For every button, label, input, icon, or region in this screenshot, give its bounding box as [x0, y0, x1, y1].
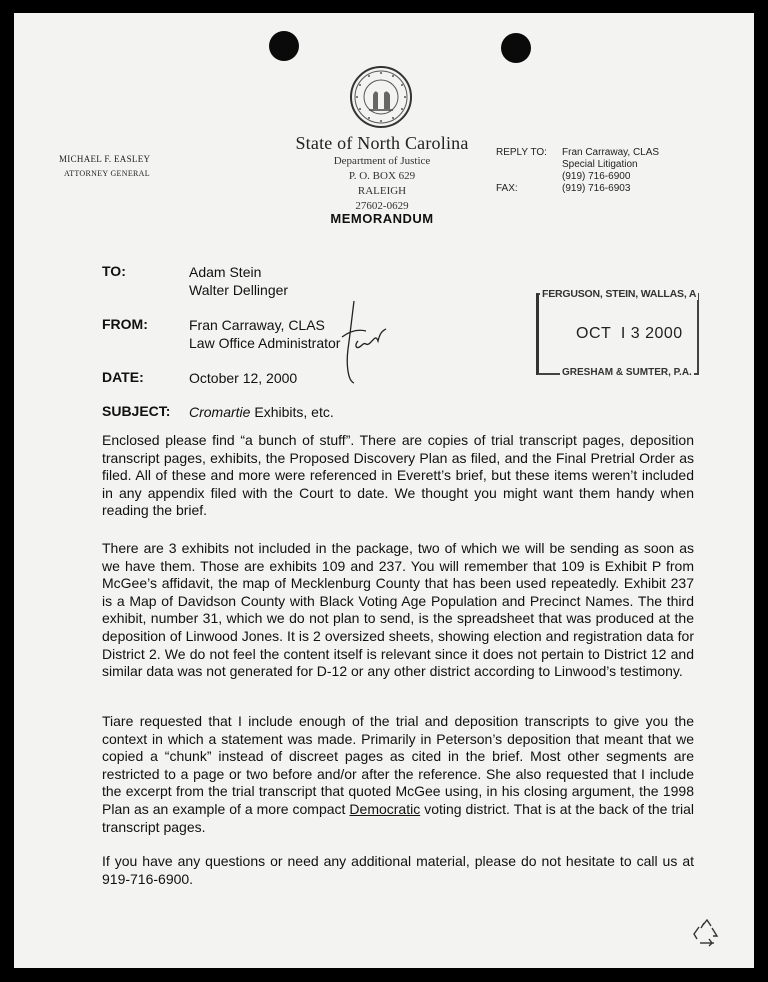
memo-title: MEMORANDUM [330, 211, 434, 226]
reply-dept: Special Litigation [562, 159, 638, 170]
body-paragraph-4: If you have any questions or need any additional material, please do not hesitate to call us at 919-716-6900. [102, 853, 694, 887]
to-label: TO: [102, 263, 126, 279]
department: Department of Justice [333, 155, 431, 167]
from-name: Fran Carraway, CLAS [189, 317, 325, 333]
signature-initials-icon [332, 297, 388, 387]
city: RALEIGH [357, 185, 407, 197]
to-recipient-1: Adam Stein [189, 264, 262, 280]
body-paragraph-3-underline: Democratic [349, 800, 421, 817]
date-label: DATE: [102, 369, 144, 385]
state-seal-icon [349, 65, 413, 129]
reply-phone: (919) 716-6900 [562, 171, 631, 182]
body-paragraph-3-part-b: voting district. That is at the back of the trial transcript pages. [102, 800, 695, 835]
body-paragraph-3 [102, 713, 694, 836]
subject-case-name: Cromartie [189, 404, 251, 420]
reply-name: Fran Carraway, CLAS [562, 147, 660, 158]
stamp-date: OCT I 3 2000 [576, 325, 683, 342]
body-paragraph-3-part-a: Tiare requested that I include enough of the trial and deposition transcripts to give you the context in which a statement was made. Primarily in Peterson’s deposition that meant that we copied a “chunk” instead of discreet pages as cited in the brief. Most other segments are restricted to a page or two before and/or after the reference. She also requested that I include the excerpt from the trial transcript that quoted McGee using, in his closing argument, the 1998 Plan as an example of a more compact [102, 713, 694, 817]
fax-label: FAX: [496, 183, 518, 194]
stamp-firm-top: FERGUSON, STEIN, WALLAS, A [542, 288, 697, 300]
memo-page [14, 13, 754, 968]
recycle-icon [692, 919, 722, 947]
received-stamp [534, 280, 702, 390]
body-paragraph-2: There are 3 exhibits not included in the package, two of which we will be sending as soon as we have them. Those are exhibits 109 and 237. You will remember that 109 is Exhibit P from McGee’s affidavit, the map of Mecklenburg County that has been used repeatedly. Exhibit 237 is a Map of Davidson County with Black Voting Age Population and Precinct Names. The third exhibit, number 31, which we do not plan to send, is the spreadsheet that was produced at the deposition of Linwood Jones. It is 2 oversized sheets, showing election and registration data for District 2. We do not feel the content itself is relevant since it does not pertain to District 12 and similar data was not generated for D-12 or any other district according to Linwood’s testimony. [102, 540, 694, 680]
subject-value [189, 403, 334, 421]
reply-block [562, 147, 659, 195]
state-title: State of North Carolina [295, 133, 469, 153]
to-recipient-2: Walter Dellinger [189, 282, 289, 298]
from-title: Law Office Administrator [189, 335, 341, 351]
attorney-name: MICHAEL F. EASLEY [59, 154, 151, 164]
to-recipients [189, 263, 288, 299]
subject-rest: Exhibits, etc. [250, 404, 334, 420]
po-box: P. O. BOX 629 [348, 170, 416, 182]
date-value: October 12, 2000 [189, 370, 298, 386]
stamp-firm-bottom: GRESHAM & SUMTER, P.A. [562, 367, 692, 378]
from-sender [189, 316, 340, 352]
from-label: FROM: [102, 316, 148, 332]
letterhead-center [262, 133, 502, 214]
reply-label: REPLY TO: [496, 147, 547, 158]
zip-code: 27602-0629 [355, 200, 409, 212]
binder-hole-right [501, 33, 531, 63]
subject-label: SUBJECT: [102, 403, 171, 419]
fax-number: (919) 716-6903 [562, 183, 631, 194]
body-paragraph-1: Enclosed please find “a bunch of stuff”. There are copies of trial transcript pages, deposition transcript pages, exhibits, the Proposed Discovery Plan as filed, and the Final Pretrial Order as filed. All of these and more were referenced in Everett’s brief, but these items weren’t included in any appendix filed with the Court to date. We thought you might want them handy when reading the brief. [102, 432, 694, 519]
binder-hole-left [269, 31, 299, 61]
attorney-title: ATTORNEY GENERAL [64, 169, 150, 178]
